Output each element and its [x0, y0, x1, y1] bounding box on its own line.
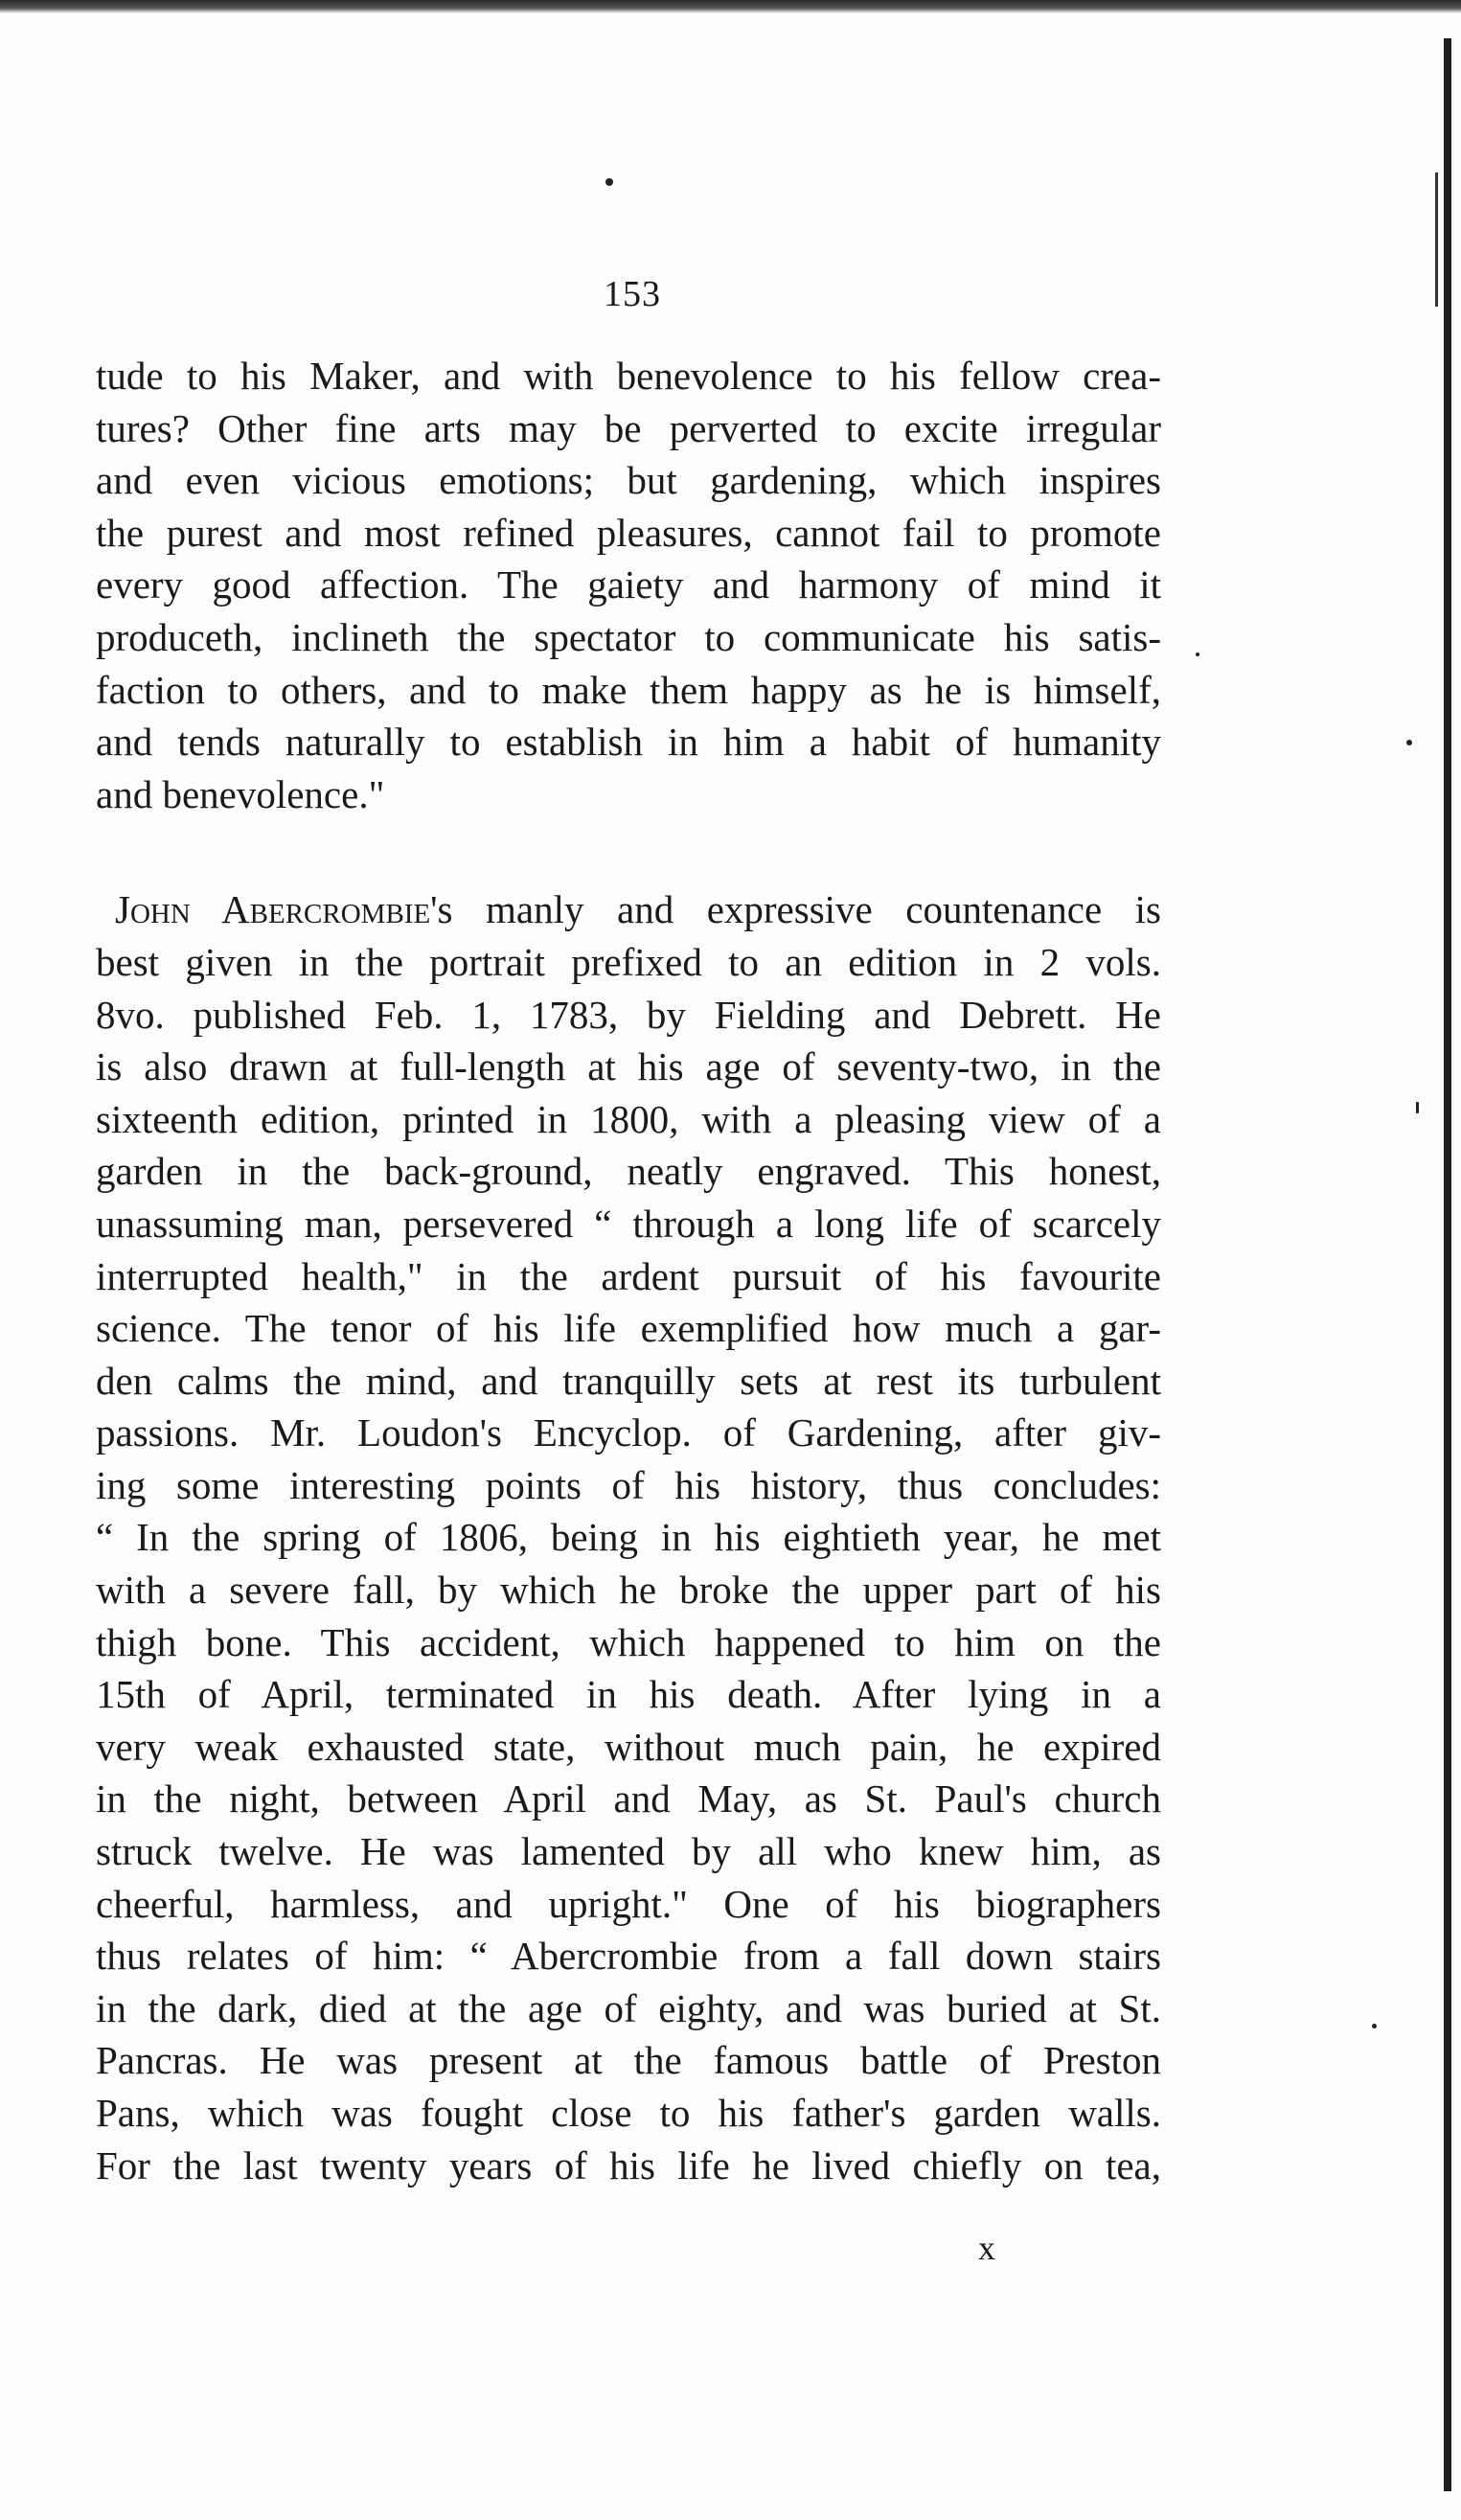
text-line: every good affection. The gaiety and harmony of mind it [96, 562, 1161, 607]
paragraph-spacing [96, 820, 1161, 883]
text-line: passions. Mr. Loudon's Encyclop. of Gardening, after giv- [96, 1410, 1161, 1455]
paragraph-continued [96, 350, 1161, 820]
person-name: John Abercrombie [115, 887, 431, 932]
text-line: tures? Other fine arts may be perverted to excite irregular [96, 405, 1161, 450]
text-line: science. The tenor of his life exemplified how much a gar- [96, 1306, 1161, 1351]
text-line: tude to his Maker, and with benevolence to his fellow crea- [96, 354, 1161, 398]
page-number: 153 [604, 274, 661, 314]
text-line: garden in the back-ground, neatly engraved. This honest, [96, 1149, 1161, 1194]
speck-mark [1406, 740, 1412, 745]
text-line: sixteenth edition, printed in 1800, with a pleasing view of a [96, 1096, 1161, 1141]
scan-right-edge [1444, 38, 1451, 2491]
lead-text: 's manly and expressive countenance is [430, 887, 1161, 932]
text-line: 15th of April, terminated in his death. After lying in a [96, 1672, 1161, 1717]
text-line: cheerful, harmless, and upright." One of his biographers [96, 1881, 1161, 1926]
speck-mark [1196, 653, 1199, 656]
speck-mark [1416, 1102, 1419, 1113]
text-line: interrupted health," in the ardent pursuit of his favourite [96, 1253, 1161, 1298]
text-line: in the night, between April and May, as St. Paul's church [96, 1776, 1161, 1821]
paragraph-abercrombie [96, 883, 1161, 2191]
speck-mark [605, 178, 613, 186]
text-line: den calms the mind, and tranquilly sets at rest its turbulent [96, 1358, 1161, 1403]
scan-right-edge-mark [1435, 172, 1438, 307]
text-line: 8vo. published Feb. 1, 1783, by Fielding and Debrett. He [96, 992, 1161, 1037]
text-line: ing some interesting points of his history, thus concludes: [96, 1462, 1161, 1507]
text-line: and tends naturally to establish in him a habit of humanity [96, 720, 1161, 765]
text-line: and benevolence." [96, 771, 385, 816]
text-line: struck twelve. He was lamented by all who knew him, as [96, 1829, 1161, 1874]
text-line: thus relates of him: “ Abercrombie from a fall down stairs [96, 1934, 1161, 1979]
text-line: very weak exhausted state, without much pain, he expired [96, 1724, 1161, 1769]
printer-signature-mark: x [978, 2229, 995, 2267]
text-line: the purest and most refined pleasures, cannot fail to promote [96, 510, 1161, 555]
scan-top-edge [0, 0, 1461, 13]
text-line: is also drawn at full-length at his age of seventy-two, in the [96, 1044, 1161, 1089]
text-line: Pans, which was fought close to his father's garden walls. [96, 2091, 1161, 2135]
text-line: Pancras. He was present at the famous battle of Preston [96, 2038, 1161, 2083]
text-line-lead [96, 883, 1161, 936]
text-line: produceth, inclineth the spectator to communicate his satis- [96, 614, 1161, 659]
text-line: best given in the portrait prefixed to an edition in 2 vols. [96, 939, 1161, 984]
speck-mark [1372, 2024, 1377, 2028]
text-line: For the last twenty years of his life he lived chiefly on tea, [96, 2142, 1161, 2188]
text-line: faction to others, and to make them happy as he is himself, [96, 667, 1161, 712]
text-line: thigh bone. This accident, which happened to him on the [96, 1619, 1161, 1664]
text-line: in the dark, died at the age of eighty, and was buried at St. [96, 1985, 1161, 2030]
text-line: “ In the spring of 1806, being in his eightieth year, he met [96, 1515, 1161, 1560]
text-line: and even vicious emotions; but gardening, which inspires [96, 458, 1161, 503]
body-text [96, 350, 1161, 2191]
text-line: with a severe fall, by which he broke the upper part of his [96, 1568, 1161, 1613]
text-line: unassuming man, persevered “ through a long life of scarcely [96, 1201, 1161, 1246]
